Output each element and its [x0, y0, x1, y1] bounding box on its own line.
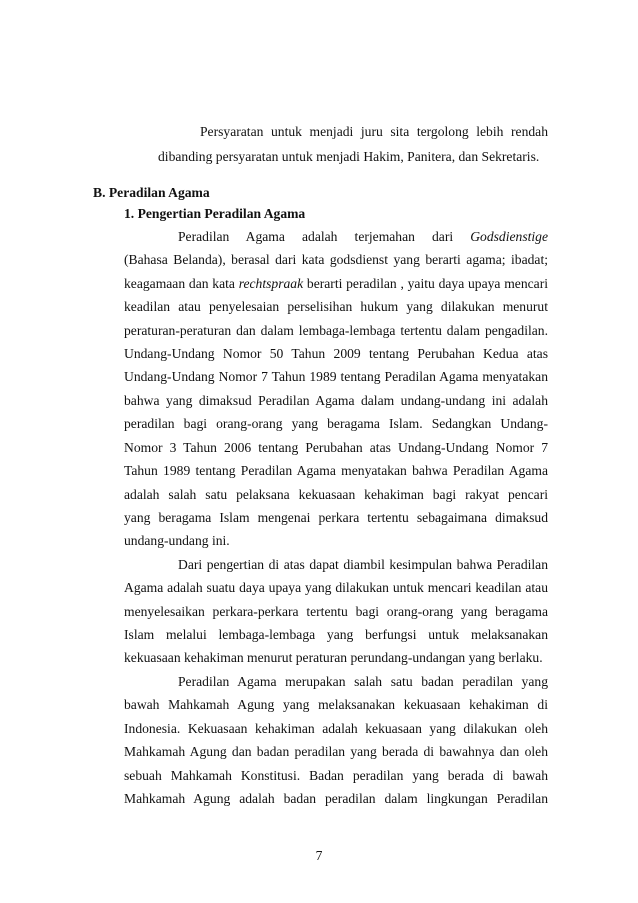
- para3-line-5: sebuah Mahkamah Konstitusi. Badan peradilan yang berada di bawah: [124, 768, 548, 783]
- para2-line-2: Agama adalah suatu daya upaya yang dilakukan untuk mencari keadilan atau: [124, 580, 548, 595]
- para3-line-1: Peradilan Agama merupakan salah satu badan peradilan yang: [178, 674, 548, 689]
- para1-line-4: keadilan atau penyelesaian perselisihan hukum yang dilakukan menurut: [124, 299, 548, 314]
- para1-line-3: [124, 276, 548, 293]
- para3-line-4: Mahkamah Agung dan badan peradilan yang berada di bawahnya dan oleh: [124, 744, 548, 759]
- para2-line-3: menyelesaikan perkara-perkara tertentu bagi orang-orang yang beragama: [124, 604, 548, 619]
- para1-line-13: yang beragama Islam mengenai perkara tertentu sebagaimana dimaksud: [124, 510, 548, 525]
- para1-line-12: adalah salah satu pelaksana kekuasaan kehakiman bagi rakyat pencari: [124, 487, 548, 502]
- para1-line-1-text: Peradilan Agama adalah terjemahan dari: [178, 229, 471, 244]
- para1-line-8: bahwa yang dimaksud Peradilan Agama dalam undang-undang ini adalah: [124, 393, 548, 408]
- para1-line-9: peradilan bagi orang-orang yang beragama Islam. Sedangkan Undang-: [124, 416, 548, 431]
- para1-line-10: Nomor 3 Tahun 2006 tentang Perubahan atas Undang-Undang Nomor 7: [124, 440, 548, 455]
- page-number: 7: [315, 848, 323, 863]
- section-heading: B. Peradilan Agama: [93, 185, 210, 200]
- para1-line-1: [178, 229, 548, 246]
- intro-line-1: Persyaratan untuk menjadi juru sita tergolong lebih rendah: [200, 124, 548, 139]
- para3-line-2: bawah Mahkamah Agung yang melaksanakan kekuasaan kehakiman di: [124, 697, 548, 712]
- para2-line-5: kekuasaan kehakiman menurut peraturan perundang-undangan yang berlaku.: [124, 650, 543, 665]
- subsection-heading: 1. Pengertian Peradilan Agama: [124, 206, 306, 221]
- para1-line-3-pre: keagamaan dan kata: [124, 276, 239, 291]
- para1-line-14: undang-undang ini.: [124, 533, 230, 548]
- para1-line-7: Undang-Undang Nomor 7 Tahun 1989 tentang Peradilan Agama menyatakan: [124, 369, 548, 384]
- para1-term-rechtspraak: rechtspraak: [238, 276, 304, 291]
- para1-line-3-post: berarti peradilan , yaitu daya upaya mencari: [303, 276, 548, 291]
- para2-line-1: Dari pengertian di atas dapat diambil kesimpulan bahwa Peradilan: [178, 557, 548, 572]
- para1-line-5: peraturan-peraturan dan dalam lembaga-lembaga tertentu dalam pengadilan.: [124, 323, 548, 338]
- para3-line-6: Mahkamah Agung adalah badan peradilan dalam lingkungan Peradilan: [124, 791, 548, 806]
- intro-line-2: dibanding persyaratan untuk menjadi Hakim, Panitera, dan Sekretaris.: [158, 149, 540, 164]
- para1-line-2: (Bahasa Belanda), berasal dari kata godsdienst yang berarti agama; ibadat;: [124, 252, 548, 267]
- para1-line-6: Undang-Undang Nomor 50 Tahun 2009 tentang Perubahan Kedua atas: [124, 346, 548, 361]
- para3-line-3: Indonesia. Kekuasaan kehakiman adalah kekuasaan yang dilakukan oleh: [124, 721, 548, 736]
- para1-term-godsdienstige: Godsdienstige: [470, 229, 548, 244]
- para2-line-4: Islam melalui lembaga-lembaga yang berfungsi untuk melaksanakan: [124, 627, 548, 642]
- para1-line-11: Tahun 1989 tentang Peradilan Agama menyatakan bahwa Peradilan Agama: [124, 463, 548, 478]
